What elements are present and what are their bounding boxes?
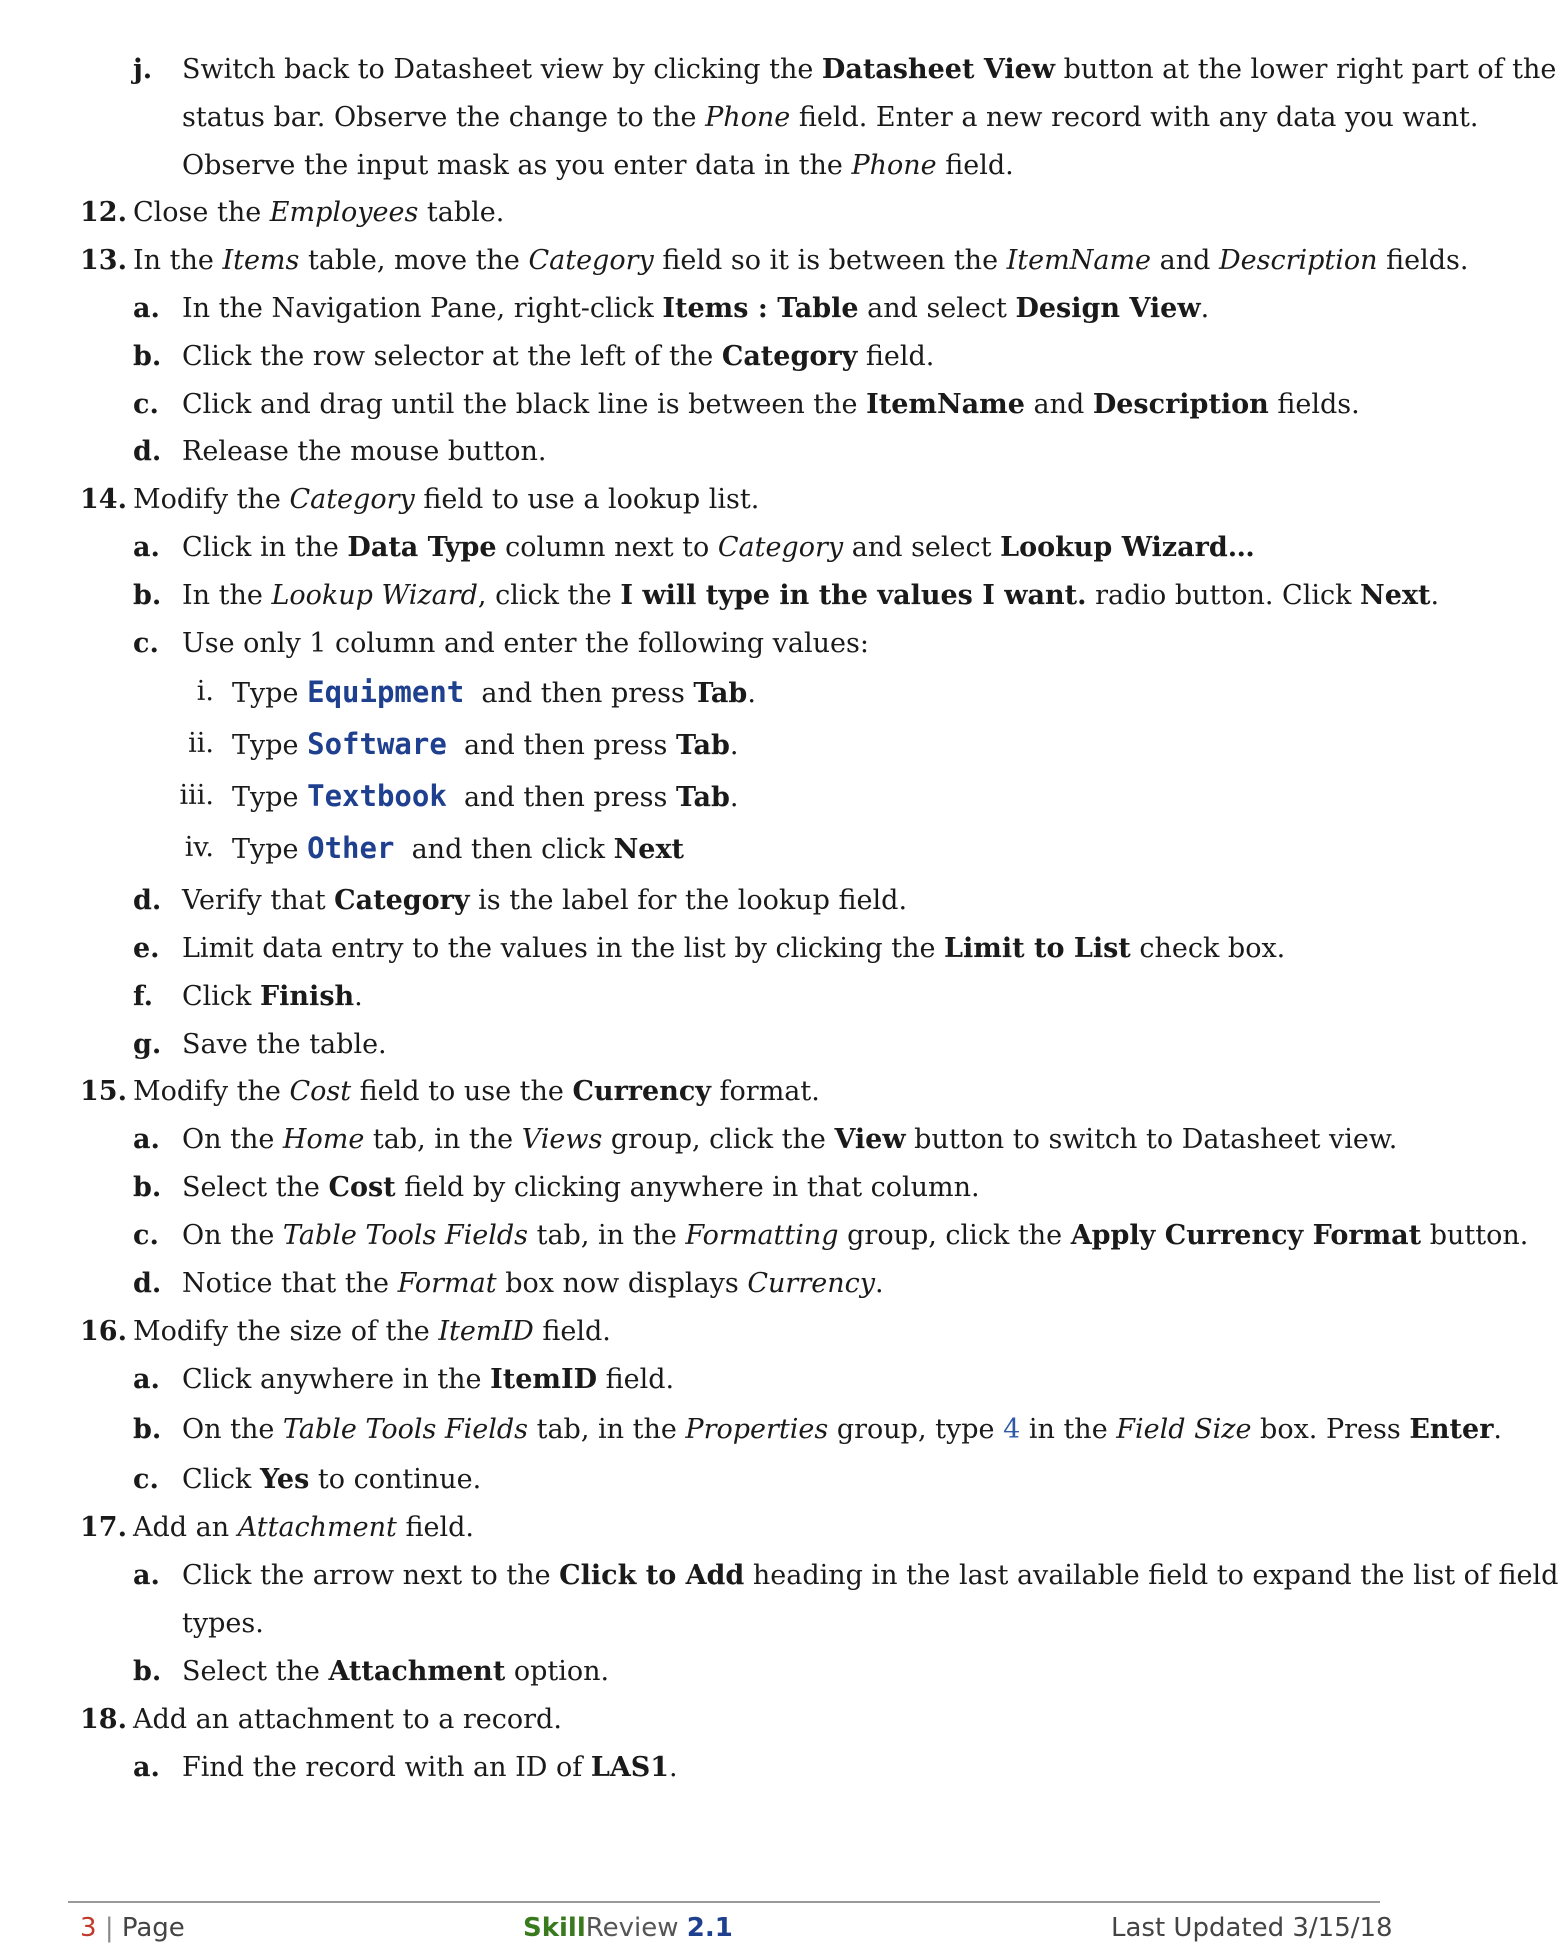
list-marker: iv.: [184, 832, 214, 863]
text-run: Attachment: [237, 1512, 397, 1543]
list-marker: a.: [133, 532, 160, 563]
text-run: .: [669, 1752, 678, 1783]
text-run: Description: [1218, 245, 1378, 276]
text-run: Category: [289, 484, 415, 515]
typed-value: Software: [307, 727, 447, 761]
text-run: Datasheet View: [821, 54, 1055, 85]
text-run: tab, in the: [528, 1414, 686, 1445]
text-run: Observe the input mask as you enter data in the: [182, 150, 852, 181]
text-run: Design View: [1015, 293, 1201, 324]
instruction-text: [182, 146, 1014, 186]
list-marker: j.: [133, 54, 153, 85]
text-run: status bar. Observe the change to the: [182, 102, 706, 133]
list-marker: b.: [133, 1172, 162, 1203]
instruction-text: [133, 193, 504, 233]
text-run: and then press: [464, 678, 694, 709]
text-run: Click the row selector at the left of the: [182, 341, 722, 372]
text-run: Table Tools Fields: [282, 1414, 529, 1445]
text-run: field.: [597, 1364, 675, 1395]
list-marker: 15.: [80, 1076, 127, 1107]
instruction-text: [182, 624, 869, 664]
text-run: and: [1024, 389, 1093, 420]
skill-review-footer: [523, 1908, 733, 1948]
text-run: field by clicking anywhere in that column.: [395, 1172, 980, 1203]
text-run: Apply Currency Format: [1070, 1220, 1422, 1251]
instruction-text: [182, 929, 1285, 969]
text-run: field.: [936, 150, 1014, 181]
text-run: Category: [528, 245, 654, 276]
text-run: format.: [710, 1076, 820, 1107]
text-run: Modify the: [133, 1076, 290, 1107]
typed-value: Equipment: [307, 675, 465, 709]
instruction-text: [182, 385, 1360, 425]
text-run: 4: [1003, 1414, 1021, 1445]
text-run: .: [1493, 1414, 1503, 1445]
instruction-text: [182, 1264, 884, 1304]
list-marker: d.: [133, 1268, 162, 1299]
list-marker: d.: [133, 885, 162, 916]
text-run: Finish: [260, 981, 355, 1012]
text-run: group, click the: [838, 1220, 1071, 1251]
text-run: Tab: [693, 678, 748, 709]
text-run: ItemName: [1006, 245, 1152, 276]
text-run: button to switch to Datasheet view.: [905, 1124, 1398, 1155]
text-run: In the Navigation Pane, right-click: [182, 293, 663, 324]
instruction-text: [182, 528, 1255, 568]
text-run: Cost: [328, 1172, 396, 1203]
text-run: LAS1: [590, 1752, 670, 1783]
text-run: Phone: [705, 102, 791, 133]
text-run: Items : Table: [662, 293, 859, 324]
text-run: Category: [334, 885, 470, 916]
instruction-text: [232, 776, 738, 818]
text-run: Tab: [675, 730, 730, 761]
instruction-text: [133, 1700, 562, 1740]
instruction-text: [182, 1120, 1397, 1160]
typed-value: Other: [307, 831, 395, 865]
list-marker: b.: [133, 1656, 162, 1687]
text-run: Modify the: [133, 484, 290, 515]
text-run: In the: [182, 580, 272, 611]
text-run: fields.: [1268, 389, 1360, 420]
list-marker: c.: [133, 389, 159, 420]
instruction-text: [182, 1604, 264, 1644]
text-run: is the label for the lookup field.: [469, 885, 908, 916]
text-run: Items: [222, 245, 300, 276]
instruction-text: [133, 1312, 611, 1352]
instruction-text: [182, 1652, 609, 1692]
instruction-text: [182, 1460, 481, 1500]
text-run: Category: [717, 532, 844, 563]
text-run: Attachment: [328, 1656, 506, 1687]
text-run: Use only 1 column and enter the following values:: [182, 628, 869, 659]
text-run: Click in the: [182, 532, 348, 563]
text-run: Properties: [685, 1414, 829, 1445]
text-run: Find the record with an ID of: [182, 1752, 591, 1783]
text-run: .: [1430, 580, 1440, 611]
text-run: Click to Add: [559, 1560, 745, 1591]
list-marker: c.: [133, 628, 159, 659]
instruction-text: [133, 480, 759, 520]
text-run: ItemID: [438, 1316, 534, 1347]
text-run: Type: [232, 782, 308, 813]
text-run: field to use a lookup list.: [414, 484, 760, 515]
text-run: field.: [857, 341, 935, 372]
list-marker: c.: [133, 1220, 159, 1251]
text-run: box. Press: [1251, 1414, 1410, 1445]
instruction-text: [133, 241, 1468, 281]
text-run: Save the table.: [182, 1029, 387, 1060]
text-run: Close the: [133, 197, 270, 228]
list-marker: iii.: [179, 780, 214, 811]
list-marker: a.: [133, 1560, 160, 1591]
instruction-text: [133, 1508, 474, 1548]
text-run: column next to: [496, 532, 718, 563]
text-run: Views: [521, 1124, 603, 1155]
text-run: .: [354, 981, 363, 1012]
text-run: Lookup Wizard: [271, 580, 478, 611]
text-run: heading in the last available field to expand the list of field: [744, 1560, 1558, 1591]
list-marker: 16.: [80, 1316, 127, 1347]
text-run: field to use the: [351, 1076, 573, 1107]
list-marker: b.: [133, 1414, 162, 1445]
text-run: Add an attachment to a record.: [133, 1704, 562, 1735]
text-run: Enter: [1409, 1414, 1494, 1445]
footer-version: 2.1: [686, 1913, 733, 1943]
text-run: Formatting: [685, 1220, 839, 1251]
text-run: and then press: [446, 730, 676, 761]
text-run: ItemName: [866, 389, 1025, 420]
instruction-text: [232, 672, 756, 714]
list-marker: 17.: [80, 1512, 127, 1543]
list-marker: 18.: [80, 1704, 127, 1735]
text-run: Limit to List: [944, 933, 1131, 964]
text-run: types.: [182, 1608, 264, 1639]
text-run: Verify that: [182, 885, 335, 916]
text-run: Format: [397, 1268, 497, 1299]
text-run: Notice that the: [182, 1268, 398, 1299]
text-run: Click and drag until the black line is between the: [182, 389, 867, 420]
text-run: Select the: [182, 1656, 329, 1687]
instruction-text: [182, 289, 1209, 329]
text-run: View: [834, 1124, 906, 1155]
list-marker: g.: [133, 1029, 162, 1060]
footer-review: Review: [585, 1913, 679, 1943]
text-run: On the: [182, 1220, 283, 1251]
list-marker: a.: [133, 1752, 160, 1783]
text-run: Release the mouse button.: [182, 436, 547, 467]
text-run: .: [1200, 293, 1210, 324]
last-updated-footer: Last Updated 3/15/18: [1111, 1913, 1393, 1943]
text-run: Field Size: [1116, 1414, 1252, 1445]
text-run: Phone: [851, 150, 937, 181]
page-word: Page: [121, 1913, 185, 1943]
list-marker: f.: [133, 981, 154, 1012]
instruction-text: [182, 337, 934, 377]
text-run: .: [729, 730, 739, 761]
text-run: in the: [1020, 1414, 1117, 1445]
text-run: Cost: [289, 1076, 352, 1107]
instruction-text: [182, 98, 1478, 138]
list-marker: 14.: [80, 484, 127, 515]
text-run: In the: [133, 245, 223, 276]
text-run: Type: [232, 730, 308, 761]
text-run: Employees: [269, 197, 419, 228]
instruction-text: [182, 977, 363, 1017]
text-run: box now displays: [496, 1268, 748, 1299]
text-run: Modify the size of the: [133, 1316, 439, 1347]
list-marker: a.: [133, 1124, 160, 1155]
text-run: button at the lower right part of the: [1055, 54, 1557, 85]
text-run: .: [747, 678, 756, 709]
footer-divider: [68, 1901, 1380, 1903]
text-run: tab, in the: [364, 1124, 522, 1155]
instruction-text: [232, 724, 738, 766]
text-run: Next: [1360, 580, 1431, 611]
text-run: Type: [232, 834, 308, 865]
text-run: and select: [858, 293, 1016, 324]
typed-value: Textbook: [307, 779, 447, 813]
text-run: and then press: [446, 782, 676, 813]
instruction-text: [182, 1216, 1528, 1256]
text-run: Next: [613, 834, 685, 865]
list-marker: i.: [196, 676, 214, 707]
list-marker: 13.: [80, 245, 127, 276]
text-run: and select: [843, 532, 1001, 563]
footer-skill: Skill: [523, 1913, 586, 1943]
text-run: Click: [182, 1464, 260, 1495]
text-run: Table Tools Fields: [282, 1220, 529, 1251]
text-run: Switch back to Datasheet view by clicking the: [182, 54, 822, 85]
text-run: and: [1151, 245, 1219, 276]
instruction-text: [232, 828, 684, 870]
text-run: field. Enter a new record with any data you want.: [790, 102, 1479, 133]
instruction-text: [182, 432, 547, 472]
instruction-text: [182, 1748, 678, 1788]
instruction-text: [182, 1168, 980, 1208]
text-run: Add an: [133, 1512, 238, 1543]
instruction-text: [182, 1360, 674, 1400]
list-marker: b.: [133, 580, 162, 611]
text-run: button.: [1421, 1220, 1529, 1251]
text-run: .: [874, 1268, 884, 1299]
text-run: group, type: [828, 1414, 1004, 1445]
text-run: Currency: [747, 1268, 875, 1299]
text-run: Yes: [260, 1464, 310, 1495]
text-run: ItemID: [490, 1364, 597, 1395]
instruction-text: [133, 1072, 820, 1112]
text-run: to continue.: [309, 1464, 482, 1495]
text-run: group, click the: [602, 1124, 835, 1155]
text-run: .: [729, 782, 739, 813]
text-run: I will type in the values I want.: [620, 580, 1087, 611]
text-run: Click anywhere in the: [182, 1364, 491, 1395]
text-run: fields.: [1377, 245, 1469, 276]
text-run: Data Type: [347, 532, 497, 563]
text-run: Select the: [182, 1172, 329, 1203]
list-marker: c.: [133, 1464, 159, 1495]
text-run: Click the arrow next to the: [182, 1560, 560, 1591]
text-run: Currency: [572, 1076, 711, 1107]
text-run: option.: [505, 1656, 610, 1687]
text-run: On the: [182, 1414, 283, 1445]
text-run: table, move the: [299, 245, 529, 276]
text-run: Click: [182, 981, 260, 1012]
text-run: Category: [721, 341, 858, 372]
list-marker: a.: [133, 293, 160, 324]
list-marker: a.: [133, 1364, 160, 1395]
instruction-text: [182, 1556, 1558, 1596]
list-marker: e.: [133, 933, 160, 964]
list-marker: b.: [133, 341, 162, 372]
page-number-footer: [80, 1908, 185, 1948]
instruction-text: [182, 1025, 387, 1065]
text-run: tab, in the: [528, 1220, 686, 1251]
instruction-text: [182, 881, 907, 921]
text-run: and then click: [394, 834, 614, 865]
instruction-text: [182, 1410, 1502, 1450]
list-marker: ii.: [188, 728, 214, 759]
text-run: radio button. Click: [1086, 580, 1361, 611]
instruction-text: [182, 50, 1556, 90]
text-run: field so it is between the: [653, 245, 1007, 276]
text-run: field.: [396, 1512, 474, 1543]
instruction-text: [182, 576, 1439, 616]
page-separator: |: [104, 1913, 114, 1943]
text-run: , click the: [477, 580, 621, 611]
text-run: check box.: [1130, 933, 1286, 964]
text-run: Home: [282, 1124, 365, 1155]
text-run: Type: [232, 678, 308, 709]
text-run: Lookup Wizard…: [1000, 532, 1255, 563]
text-run: table.: [418, 197, 505, 228]
text-run: Description: [1092, 389, 1269, 420]
page-number: 3: [80, 1913, 97, 1943]
text-run: field.: [533, 1316, 611, 1347]
list-marker: d.: [133, 436, 162, 467]
text-run: On the: [182, 1124, 283, 1155]
text-run: Tab: [675, 782, 730, 813]
list-marker: 12.: [80, 197, 127, 228]
text-run: Limit data entry to the values in the list by clicking the: [182, 933, 945, 964]
